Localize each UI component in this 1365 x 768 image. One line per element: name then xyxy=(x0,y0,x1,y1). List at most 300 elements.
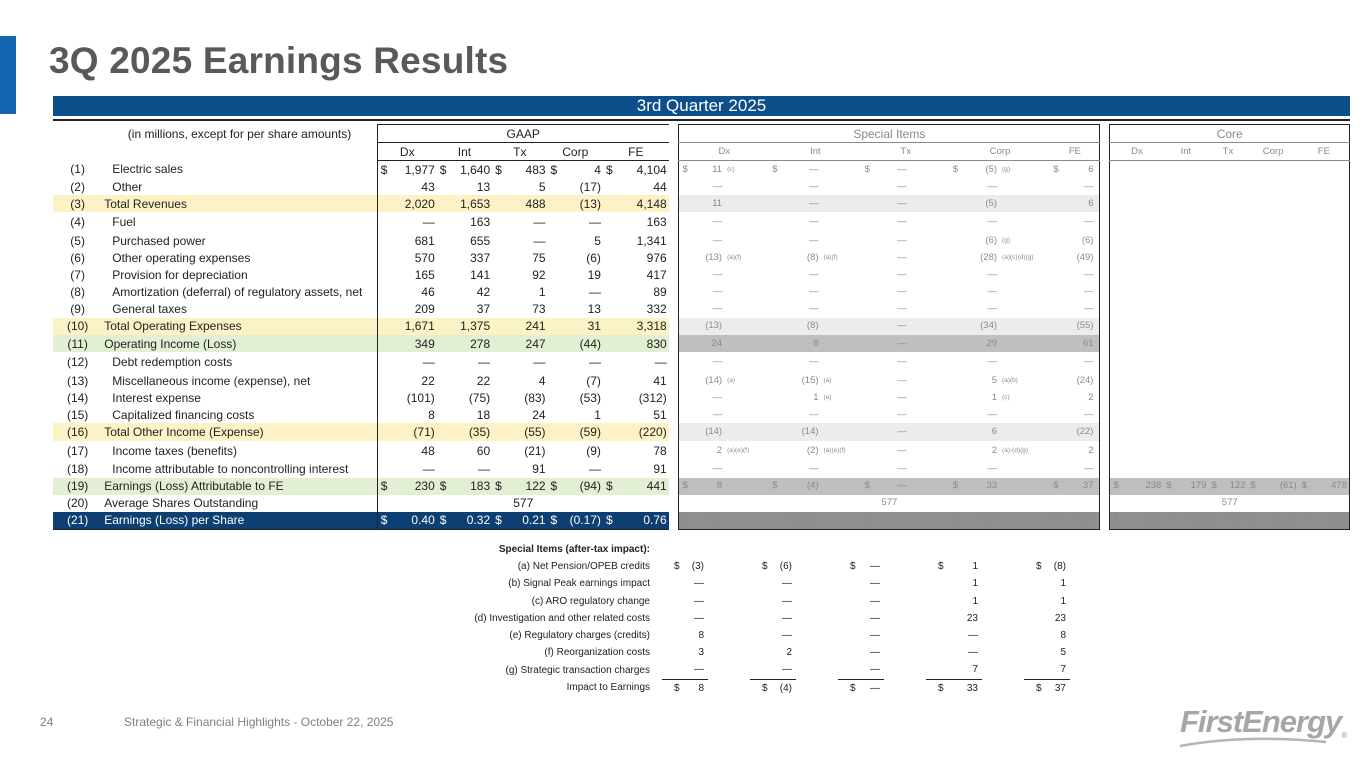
gaap-dollar-sign xyxy=(603,335,613,352)
special-item-label: (f) Reorganization costs xyxy=(544,647,650,659)
gaap-dollar-sign xyxy=(377,178,387,195)
core-dollar-sign: $ xyxy=(1208,478,1218,495)
note-value: — xyxy=(694,595,704,607)
si-footnote xyxy=(821,389,862,406)
note-dollar-sign xyxy=(926,644,940,661)
gaap-value: 60 xyxy=(476,443,491,458)
gaap-value: (44) xyxy=(558,335,603,352)
si-value: — xyxy=(897,303,907,315)
si-footnote xyxy=(724,232,769,249)
core-empty xyxy=(1309,423,1350,440)
core-value: 179 xyxy=(1174,478,1209,495)
core-empty xyxy=(1163,318,1173,335)
core-empty xyxy=(1309,461,1350,478)
gaap-value: 5 xyxy=(594,234,601,249)
spacer xyxy=(1100,301,1110,318)
gaap-dollar-sign: $ xyxy=(603,512,613,530)
si-dollar-sign xyxy=(1050,195,1060,212)
note-value: 7 xyxy=(972,664,978,676)
gaap-value: 51 xyxy=(653,407,667,422)
core-empty xyxy=(1208,372,1218,389)
row-label: Purchased power xyxy=(112,234,206,249)
core-empty xyxy=(1208,441,1218,461)
row-label: Interest expense xyxy=(112,390,201,405)
core-empty xyxy=(1174,212,1209,232)
spacer xyxy=(669,478,679,495)
core-empty xyxy=(1258,389,1299,406)
core-empty xyxy=(1258,195,1299,212)
si-dollar-sign xyxy=(1050,267,1060,284)
note-dollar-sign xyxy=(750,610,764,627)
special-item-row xyxy=(400,627,1080,644)
spacer xyxy=(1100,318,1110,335)
core-empty xyxy=(1208,250,1218,267)
gaap-dollar-sign xyxy=(437,250,447,267)
note-dollar-sign xyxy=(662,627,676,644)
si-footnote xyxy=(821,318,862,335)
gaap-dollar-sign xyxy=(492,352,502,372)
si-value: 11 xyxy=(689,195,724,212)
si-value: — xyxy=(809,356,819,368)
core-empty xyxy=(1120,335,1163,352)
row-label: Electric sales xyxy=(112,162,183,177)
core-empty xyxy=(1110,232,1120,249)
si-footnote xyxy=(821,335,862,352)
core-col-corp: Corp xyxy=(1247,143,1298,161)
spacer xyxy=(982,558,1024,575)
core-empty xyxy=(1309,195,1350,212)
core-empty xyxy=(1247,352,1257,372)
core-empty xyxy=(1258,423,1299,440)
si-footnote xyxy=(909,318,950,335)
gaap-value: 43 xyxy=(421,179,435,194)
core-empty xyxy=(1120,389,1163,406)
core-empty xyxy=(1120,406,1163,423)
gaap-value: 1,653 xyxy=(447,195,492,212)
gaap-dollar-sign xyxy=(548,212,558,232)
si-footnote xyxy=(999,389,1050,406)
gaap-dollar-sign xyxy=(548,284,558,301)
gaap-value: 0.21 xyxy=(502,512,547,530)
core-value: (61) xyxy=(1258,478,1299,495)
si-footnote xyxy=(909,461,950,478)
gaap-value: 18 xyxy=(476,407,491,422)
spacer xyxy=(1100,195,1110,212)
core-empty xyxy=(1247,389,1257,406)
note-value: 1 xyxy=(972,595,978,607)
core-empty xyxy=(1208,352,1218,372)
si-value: (34) xyxy=(960,318,999,335)
si-dollar-sign xyxy=(1050,441,1060,461)
note-value: (3) xyxy=(691,561,704,573)
si-dollar-sign xyxy=(769,301,779,318)
gaap-value: 46 xyxy=(421,285,435,300)
gaap-value: 441 xyxy=(613,478,669,495)
note-dollar-sign xyxy=(750,661,764,679)
core-empty xyxy=(1174,461,1209,478)
si-value: 8 xyxy=(689,478,724,495)
si-dollar-sign xyxy=(950,284,960,301)
si-value: — xyxy=(712,303,723,315)
si-footnote xyxy=(999,478,1050,495)
si-footnote xyxy=(999,161,1050,179)
si-footnote xyxy=(821,161,862,179)
gaap-value: (6) xyxy=(586,251,601,266)
core-empty xyxy=(1309,301,1350,318)
spacer xyxy=(708,679,750,697)
core-dollar-sign: $ xyxy=(1247,512,1257,530)
row-number: (4) xyxy=(70,215,85,230)
core-empty xyxy=(1174,372,1209,389)
si-dollar-sign: $ xyxy=(1050,512,1060,530)
gaap-value: (75) xyxy=(468,390,491,405)
si-dollar-sign xyxy=(950,318,960,335)
core-empty xyxy=(1120,461,1163,478)
gaap-dollar-sign xyxy=(492,195,502,212)
core-empty xyxy=(1309,352,1350,372)
si-footnote xyxy=(724,352,769,372)
si-footnote xyxy=(724,195,769,212)
spacer xyxy=(669,512,679,530)
si-value: — xyxy=(712,463,723,475)
gaap-value: 13 xyxy=(476,179,491,194)
gaap-dollar-sign xyxy=(377,250,387,267)
spacer xyxy=(796,558,838,575)
core-empty xyxy=(1110,335,1120,352)
table-row xyxy=(53,441,1350,461)
note-value: — xyxy=(694,612,704,624)
spacer xyxy=(669,495,679,512)
core-empty xyxy=(1219,178,1248,195)
note-dollar-sign xyxy=(750,644,764,661)
gaap-value: 241 xyxy=(502,318,547,335)
si-value: — xyxy=(779,195,820,212)
gaap-dollar-sign xyxy=(603,372,613,389)
core-empty xyxy=(1110,406,1120,423)
core-empty xyxy=(1299,335,1309,352)
si-footnote xyxy=(999,212,1050,232)
gaap-dollar-sign xyxy=(492,284,502,301)
si-value: — xyxy=(1083,216,1094,228)
gaap-value: 31 xyxy=(558,318,603,335)
si-value: — xyxy=(1083,180,1094,192)
gaap-value: (53) xyxy=(579,390,601,405)
core-empty xyxy=(1163,352,1173,372)
si-footnote xyxy=(999,372,1050,389)
table-row xyxy=(53,284,1350,301)
gaap-value: 4,148 xyxy=(613,195,669,212)
gaap-value: — xyxy=(588,355,601,370)
gaap-value: — xyxy=(422,355,435,370)
core-empty xyxy=(1110,423,1120,440)
si-footnote xyxy=(999,352,1050,372)
gaap-dollar-sign xyxy=(548,195,558,212)
gaap-value: 37 xyxy=(476,302,491,317)
si-value: — xyxy=(897,216,907,228)
note-value: — xyxy=(870,664,880,676)
core-empty xyxy=(1247,372,1257,389)
core-value: 478 xyxy=(1309,478,1350,495)
gaap-dollar-sign xyxy=(492,250,502,267)
spacer xyxy=(884,593,926,610)
note-value: — xyxy=(870,630,880,642)
si-value: 11 xyxy=(712,163,723,175)
core-empty xyxy=(1258,461,1299,478)
gaap-dollar-sign: $ xyxy=(605,162,613,177)
si-footnote xyxy=(821,372,862,389)
si-value: — xyxy=(897,235,907,247)
gaap-value: 48 xyxy=(421,443,435,458)
gaap-value: 3,318 xyxy=(613,318,669,335)
si-col-dx: Dx xyxy=(679,143,769,161)
special-item-row xyxy=(400,610,1080,627)
core-empty xyxy=(1299,161,1309,179)
si-value: 0.01 xyxy=(689,512,724,530)
note-value: — xyxy=(782,612,792,624)
spacer xyxy=(982,679,1024,697)
note-value: 2 xyxy=(786,647,792,659)
core-empty xyxy=(1174,284,1209,301)
special-items-header: Special Items xyxy=(679,125,1100,143)
si-dollar-sign xyxy=(679,352,689,372)
si-value: — xyxy=(897,356,907,368)
core-empty xyxy=(1208,161,1218,179)
core-empty xyxy=(1110,161,1120,179)
gaap-value: (7) xyxy=(586,373,601,388)
gaap-value: 0.40 xyxy=(388,512,437,530)
spacer xyxy=(982,593,1024,610)
core-empty xyxy=(1219,441,1248,461)
core-empty xyxy=(1163,301,1173,318)
si-dollar-sign: $ xyxy=(952,163,959,175)
spacer xyxy=(1100,232,1110,249)
si-dollar-sign xyxy=(679,461,689,478)
gaap-value: 122 xyxy=(502,478,547,495)
table-row xyxy=(53,461,1350,478)
si-dollar-sign xyxy=(679,212,689,232)
si-dollar-sign xyxy=(679,284,689,301)
spacer xyxy=(708,644,750,661)
gaap-value: — xyxy=(422,462,435,477)
note-dollar-sign: $ xyxy=(1036,561,1042,573)
gaap-dollar-sign xyxy=(492,389,502,406)
core-empty xyxy=(1247,212,1257,232)
gaap-dollar-sign xyxy=(377,389,387,406)
si-footnote xyxy=(821,301,862,318)
core-empty xyxy=(1163,178,1173,195)
core-empty xyxy=(1219,161,1248,179)
si-footnote xyxy=(821,461,862,478)
gaap-value: (21) xyxy=(524,443,546,458)
gaap-value: 75 xyxy=(532,251,546,266)
special-item-label: (a) Net Pension/OPEB credits xyxy=(517,561,650,573)
gaap-value: 141 xyxy=(470,268,491,283)
core-empty xyxy=(1174,318,1209,335)
note-dollar-sign xyxy=(1024,644,1038,661)
gaap-value: 681 xyxy=(414,234,435,249)
core-empty xyxy=(1309,372,1350,389)
si-value: (28) xyxy=(980,252,998,264)
si-footnote xyxy=(821,441,862,461)
spacer xyxy=(982,644,1024,661)
core-empty xyxy=(1219,406,1248,423)
core-empty xyxy=(1299,389,1309,406)
note-value: 7 xyxy=(1060,664,1066,676)
si-value: (14) xyxy=(705,374,723,386)
gaap-dollar-sign xyxy=(437,301,447,318)
si-value: — xyxy=(872,512,909,530)
gaap-dollar-sign xyxy=(603,212,613,232)
si-dollar-sign: $ xyxy=(1050,478,1060,495)
gaap-dollar-sign xyxy=(437,212,447,232)
gaap-value: — xyxy=(654,355,667,370)
si-dollar-sign xyxy=(769,406,779,423)
row-number: (12) xyxy=(66,355,89,370)
core-value: 0.41 xyxy=(1120,512,1163,530)
note-dollar-sign xyxy=(662,610,676,627)
si-value: (5) xyxy=(985,163,998,175)
si-dollar-sign xyxy=(950,372,960,389)
si-value: — xyxy=(987,286,998,298)
gaap-dollar-sign: $ xyxy=(548,512,558,530)
row-label: Debt redemption costs xyxy=(112,355,233,370)
core-empty xyxy=(1258,352,1299,372)
core-empty xyxy=(1174,335,1209,352)
si-value: — xyxy=(872,195,909,212)
core-empty xyxy=(1174,267,1209,284)
gaap-value: 349 xyxy=(388,335,437,352)
si-dollar-sign xyxy=(679,389,689,406)
si-value: — xyxy=(809,235,819,247)
si-value: — xyxy=(897,180,907,192)
row-number: (2) xyxy=(70,179,85,194)
si-value: (8) xyxy=(806,252,819,264)
spacer xyxy=(1100,212,1110,232)
si-value: — xyxy=(987,356,998,368)
si-dollar-sign: $ xyxy=(864,163,870,175)
gaap-dollar-sign xyxy=(377,301,387,318)
gaap-dollar-sign xyxy=(377,352,387,372)
core-empty xyxy=(1219,284,1248,301)
si-dollar-sign xyxy=(950,441,960,461)
row-label: Income attributable to noncontrolling interest xyxy=(112,462,349,477)
core-empty xyxy=(1247,267,1257,284)
core-empty xyxy=(1309,284,1350,301)
gaap-dollar-sign: $ xyxy=(377,478,387,495)
spacer xyxy=(982,575,1024,592)
special-item-label: (b) Signal Peak earnings impact xyxy=(508,578,650,590)
footnote-ref: (a)(f) xyxy=(727,254,742,262)
spacer xyxy=(1100,478,1110,495)
si-value: (6) xyxy=(1081,235,1094,247)
core-empty xyxy=(1120,178,1163,195)
si-value: — xyxy=(897,252,907,264)
core-empty xyxy=(1163,232,1173,249)
note-value: — xyxy=(870,561,880,573)
si-value: — xyxy=(809,303,819,315)
core-empty xyxy=(1247,232,1257,249)
gaap-value: (71) xyxy=(388,423,437,440)
gaap-dollar-sign xyxy=(437,178,447,195)
gaap-value: 0.76 xyxy=(613,512,669,530)
core-empty xyxy=(1309,406,1350,423)
core-empty xyxy=(1299,372,1309,389)
si-footnote xyxy=(821,212,862,232)
gaap-value: 41 xyxy=(653,373,667,388)
gaap-value: 483 xyxy=(525,162,546,177)
note-dollar-sign: $ xyxy=(674,561,680,573)
spacer xyxy=(1100,352,1110,372)
note-value: 1 xyxy=(972,561,978,573)
si-dollar-sign: $ xyxy=(950,478,960,495)
si-footnote xyxy=(909,335,950,352)
si-dollar-sign xyxy=(769,232,779,249)
core-empty xyxy=(1247,441,1257,461)
gaap-value: (0.17) xyxy=(558,512,603,530)
spacer xyxy=(708,575,750,592)
si-footnote xyxy=(909,406,950,423)
si-dollar-sign xyxy=(679,232,689,249)
si-footnote xyxy=(821,195,862,212)
si-dollar-sign xyxy=(862,232,872,249)
si-value: — xyxy=(1083,286,1094,298)
si-dollar-sign xyxy=(679,250,689,267)
core-empty xyxy=(1309,318,1350,335)
gaap-dollar-sign: $ xyxy=(439,162,447,177)
si-footnote xyxy=(909,301,950,318)
spacer xyxy=(796,679,838,697)
gaap-dollar-sign xyxy=(492,301,502,318)
table-row xyxy=(53,250,1350,267)
si-footnote xyxy=(821,232,862,249)
note-value: (8) xyxy=(1053,561,1066,573)
row-label: Fuel xyxy=(112,215,136,230)
si-value: (14) xyxy=(689,423,724,440)
si-footnote xyxy=(821,178,862,195)
row-number: (16) xyxy=(53,423,102,440)
note-value: 5 xyxy=(1060,647,1066,659)
si-dollar-sign xyxy=(769,318,779,335)
core-col-fe: FE xyxy=(1299,143,1350,161)
row-label: Average Shares Outstanding xyxy=(104,496,259,511)
row-number: (21) xyxy=(53,512,102,530)
core-empty xyxy=(1163,267,1173,284)
gaap-value: (94) xyxy=(558,478,603,495)
si-dollar-sign xyxy=(950,461,960,478)
si-value: (22) xyxy=(1061,423,1096,440)
note-value: 3 xyxy=(698,647,704,659)
si-dollar-sign xyxy=(950,212,960,232)
si-footnote xyxy=(821,352,862,372)
core-empty xyxy=(1309,267,1350,284)
spacer xyxy=(796,610,838,627)
si-footnote xyxy=(999,441,1050,461)
core-value: 238 xyxy=(1120,478,1163,495)
core-empty xyxy=(1174,250,1209,267)
row-label: Capitalized financing costs xyxy=(112,407,255,422)
note-value: — xyxy=(782,578,792,590)
row-number: (18) xyxy=(66,462,89,477)
si-value: — xyxy=(712,408,723,420)
note-value: 33 xyxy=(940,679,982,697)
row-number: (14) xyxy=(66,390,89,405)
spacer xyxy=(1100,441,1110,461)
gaap-dollar-sign xyxy=(492,267,502,284)
gaap-value: 13 xyxy=(587,302,601,317)
core-empty xyxy=(1219,267,1248,284)
note-dollar-sign xyxy=(750,593,764,610)
core-empty xyxy=(1110,267,1120,284)
